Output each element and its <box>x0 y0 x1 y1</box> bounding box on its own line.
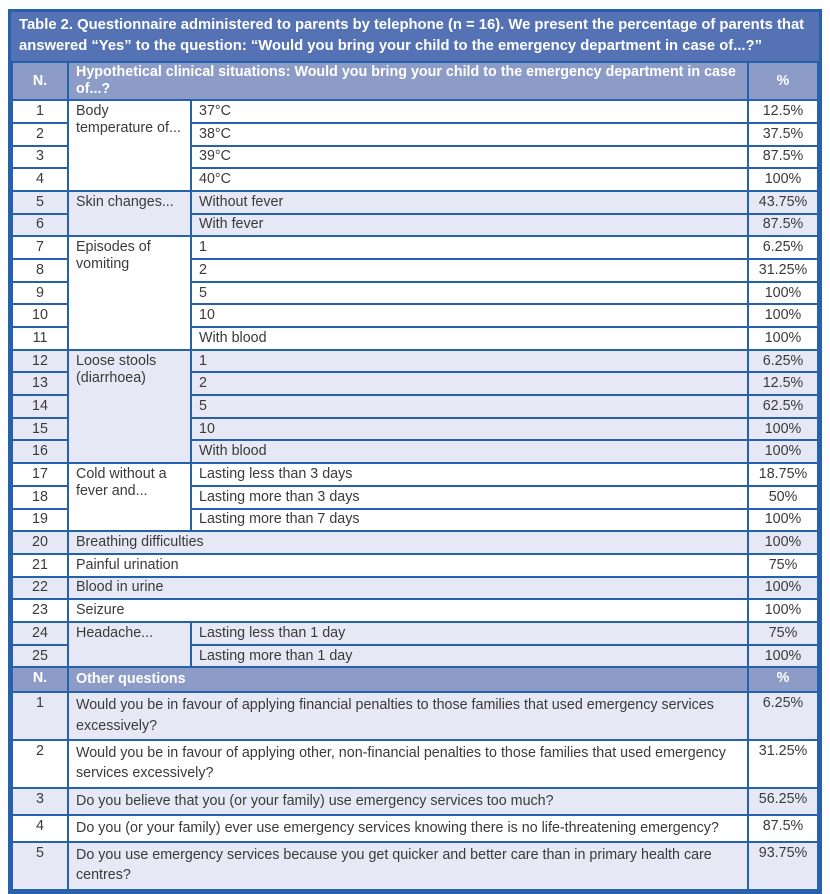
row-number-cell: 12 <box>12 350 68 373</box>
row-number-cell: 2 <box>12 123 68 146</box>
page <box>0 9 830 884</box>
percentage-cell: 100% <box>748 577 818 600</box>
percentage-cell: 31.25% <box>748 740 818 788</box>
row-number-cell: 4 <box>12 815 68 842</box>
row-number-cell: 6 <box>12 214 68 237</box>
percentage-cell: 100% <box>748 645 818 668</box>
table-row <box>12 842 818 890</box>
table-title-label: Table 2. <box>19 17 73 33</box>
situation-cell: 1 <box>191 350 748 373</box>
table-title-text: Questionnaire administered to parents by telephone (n = 16). We present the percentage of parents that answered “Yes” to the question: “Would you bring your child to the emergency department in case of...?” <box>19 17 805 54</box>
percentage-cell: 100% <box>748 599 818 622</box>
row-number-cell: 5 <box>12 842 68 890</box>
col-header-n: N. <box>12 62 68 100</box>
percentage-cell: 100% <box>748 304 818 327</box>
row-number-cell: 1 <box>12 100 68 123</box>
col-header-situations: Hypothetical clinical situations: Would you bring your child to the emergency department in case of...? <box>68 62 748 100</box>
category-cell: Loose stools (diarrhoea) <box>68 350 191 463</box>
row-number-cell: 16 <box>12 440 68 463</box>
percentage-cell: 100% <box>748 418 818 441</box>
row-number-cell: 7 <box>12 236 68 259</box>
row-number-cell: 17 <box>12 463 68 486</box>
percentage-cell: 31.25% <box>748 259 818 282</box>
category-cell: Skin changes... <box>68 191 191 236</box>
col-header-percent: % <box>748 62 818 100</box>
percentage-cell: 12.5% <box>748 100 818 123</box>
table-row <box>12 692 818 740</box>
percentage-cell: 37.5% <box>748 123 818 146</box>
situation-cell: 39°C <box>191 146 748 169</box>
percentage-cell: 6.25% <box>748 692 818 740</box>
question-cell: Do you use emergency services because you get quicker and better care than in primary health care centres? <box>68 842 748 890</box>
percentage-cell: 100% <box>748 509 818 532</box>
table-title <box>11 12 819 61</box>
percentage-cell: 87.5% <box>748 214 818 237</box>
percentage-cell: 50% <box>748 486 818 509</box>
row-number-cell: 5 <box>12 191 68 214</box>
percentage-cell: 75% <box>748 554 818 577</box>
percentage-cell: 93.75% <box>748 842 818 890</box>
row-number-cell: 9 <box>12 282 68 305</box>
question-cell: Would you be in favour of applying other, non-financial penalties to those families that used emergency services excessively? <box>68 740 748 788</box>
table-row <box>12 577 818 600</box>
row-number-cell: 2 <box>12 740 68 788</box>
situation-cell: Blood in urine <box>68 577 748 600</box>
table-row <box>12 622 818 645</box>
situation-cell: 10 <box>191 418 748 441</box>
category-cell: Body temperature of... <box>68 100 191 191</box>
row-number-cell: 8 <box>12 259 68 282</box>
situation-cell: 1 <box>191 236 748 259</box>
percentage-cell: 12.5% <box>748 372 818 395</box>
category-cell: Headache... <box>68 622 191 667</box>
row-number-cell: 20 <box>12 531 68 554</box>
table-row <box>12 788 818 815</box>
table-row <box>12 531 818 554</box>
situation-cell: 2 <box>191 259 748 282</box>
percentage-cell: 100% <box>748 440 818 463</box>
row-number-cell: 3 <box>12 788 68 815</box>
section-clinical-situations <box>12 62 818 667</box>
situation-cell: 38°C <box>191 123 748 146</box>
table-row <box>12 554 818 577</box>
row-number-cell: 24 <box>12 622 68 645</box>
percentage-cell: 87.5% <box>748 815 818 842</box>
situation-cell: 5 <box>191 282 748 305</box>
questionnaire-table-container <box>8 9 822 894</box>
percentage-cell: 100% <box>748 531 818 554</box>
row-number-cell: 14 <box>12 395 68 418</box>
table-row <box>12 599 818 622</box>
percentage-cell: 100% <box>748 282 818 305</box>
question-cell: Do you believe that you (or your family) use emergency services too much? <box>68 788 748 815</box>
situation-cell: Lasting more than 7 days <box>191 509 748 532</box>
table-row <box>12 740 818 788</box>
question-cell: Would you be in favour of applying financial penalties to those families that used emergency services excessively? <box>68 692 748 740</box>
percentage-cell: 6.25% <box>748 236 818 259</box>
situation-cell: Painful urination <box>68 554 748 577</box>
row-number-cell: 10 <box>12 304 68 327</box>
row-number-cell: 15 <box>12 418 68 441</box>
situation-cell: 10 <box>191 304 748 327</box>
situation-cell: 37°C <box>191 100 748 123</box>
percentage-cell: 6.25% <box>748 350 818 373</box>
category-cell: Episodes of vomiting <box>68 236 191 349</box>
table-row <box>12 191 818 214</box>
situation-cell: 2 <box>191 372 748 395</box>
percentage-cell: 100% <box>748 327 818 350</box>
row-number-cell: 18 <box>12 486 68 509</box>
situation-cell: Without fever <box>191 191 748 214</box>
table-row <box>12 236 818 259</box>
situation-cell: With blood <box>191 327 748 350</box>
row-number-cell: 21 <box>12 554 68 577</box>
situation-cell: 5 <box>191 395 748 418</box>
row-number-cell: 1 <box>12 692 68 740</box>
percentage-cell: 100% <box>748 168 818 191</box>
situation-cell: Lasting less than 3 days <box>191 463 748 486</box>
situation-cell: Breathing difficulties <box>68 531 748 554</box>
percentage-cell: 56.25% <box>748 788 818 815</box>
row-number-cell: 3 <box>12 146 68 169</box>
section1-header-row <box>12 62 818 100</box>
row-number-cell: 23 <box>12 599 68 622</box>
row-number-cell: 11 <box>12 327 68 350</box>
col-header-percent: % <box>748 667 818 692</box>
row-number-cell: 22 <box>12 577 68 600</box>
row-number-cell: 19 <box>12 509 68 532</box>
percentage-cell: 18.75% <box>748 463 818 486</box>
category-cell: Cold without a fever and... <box>68 463 191 531</box>
col-header-n: N. <box>12 667 68 692</box>
situation-cell: 40°C <box>191 168 748 191</box>
row-number-cell: 25 <box>12 645 68 668</box>
col-header-other-questions: Other questions <box>68 667 748 692</box>
row-number-cell: 4 <box>12 168 68 191</box>
question-cell: Do you (or your family) ever use emergency services knowing there is no life-threatening emergency? <box>68 815 748 842</box>
row-number-cell: 13 <box>12 372 68 395</box>
situation-cell: Lasting more than 1 day <box>191 645 748 668</box>
situation-cell: Lasting less than 1 day <box>191 622 748 645</box>
percentage-cell: 62.5% <box>748 395 818 418</box>
situation-cell: With blood <box>191 440 748 463</box>
percentage-cell: 87.5% <box>748 146 818 169</box>
table-row <box>12 815 818 842</box>
table-row <box>12 100 818 123</box>
questionnaire-table <box>11 61 819 890</box>
section-other-questions <box>12 667 818 889</box>
percentage-cell: 43.75% <box>748 191 818 214</box>
situation-cell: Seizure <box>68 599 748 622</box>
section2-header-row <box>12 667 818 692</box>
situation-cell: Lasting more than 3 days <box>191 486 748 509</box>
table-row <box>12 350 818 373</box>
situation-cell: With fever <box>191 214 748 237</box>
percentage-cell: 75% <box>748 622 818 645</box>
table-row <box>12 463 818 486</box>
